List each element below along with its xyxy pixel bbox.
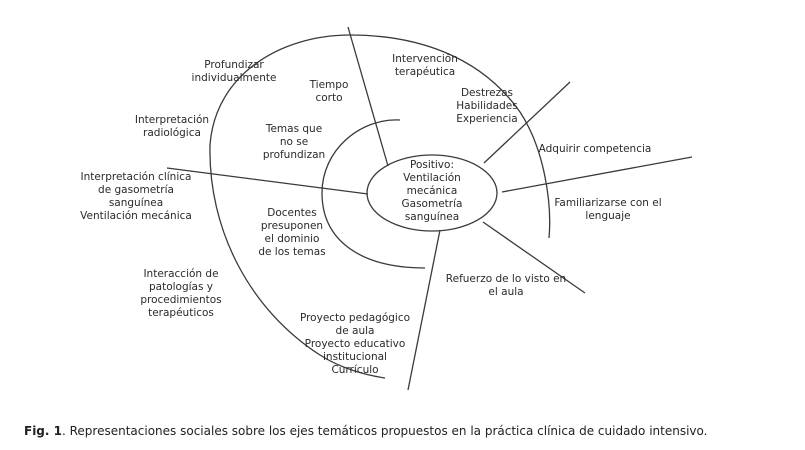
label-adquirir [530,143,660,156]
label-line: Interpretación clínica [80,171,192,183]
label-line: terapéuticos [148,307,214,319]
label-destrezas [444,87,530,126]
label-line: Proyecto educativo [304,338,406,350]
label-docentes [246,207,338,259]
label-interpretacion-gasometria [66,171,206,223]
label-line: sanguínea [108,197,164,209]
label-line: presuponen [260,220,324,232]
label-line: el aula [488,286,524,298]
label-line: Proyecto pedagógico [299,312,411,324]
label-line: terapéutica [394,66,456,78]
label-line: profundizan [262,149,326,161]
label-line: lenguaje [585,210,631,222]
label-line: no se [279,136,309,148]
label-line: Interpretación [134,114,210,126]
label-line: el dominio [264,233,320,245]
line-right [502,157,692,192]
label-proyecto [294,312,416,377]
label-line: corto [315,92,343,104]
center-line: mecánica [406,185,458,197]
label-line: de gasometría [98,184,174,196]
center-line: Gasometría [401,198,463,210]
label-profundizar [184,59,284,85]
label-line: radiológica [143,127,201,139]
label-line: patologías y [148,281,214,293]
label-tiempo [299,79,359,105]
label-line: de los temas [258,246,326,258]
label-line: Tiempo [309,79,349,91]
center-label-positivo [386,159,478,224]
figure-number: Fig. 1 [24,424,62,438]
center-line: Positivo: [410,159,454,171]
label-line: Adquirir competencia [538,143,652,155]
label-line: de aula [335,325,375,337]
label-intervencion [380,53,470,79]
label-line: procedimientos [140,294,222,306]
label-line: Interacción de [143,268,219,280]
label-line: Familiarizarse con el [554,197,662,209]
center-line: Ventilación [403,172,461,184]
label-line: institucional [323,351,387,363]
center-line: sanguínea [404,211,460,223]
figure-caption [24,424,707,438]
label-line: Temas que [265,123,323,135]
label-line: Intervención [392,53,458,65]
label-line: Habilidades [456,100,518,112]
label-interaccion [126,268,236,320]
label-line: Ventilación mecánica [80,210,192,222]
label-interpretacion-radiologica [124,114,220,140]
label-line: Refuerzo de lo visto en [445,273,567,285]
label-line: Currículo [331,364,379,376]
label-temas [252,123,336,162]
label-familiarizarse [543,197,673,223]
label-line: Experiencia [456,113,518,125]
label-line: individualmente [191,72,277,84]
label-line: Profundizar [204,59,264,71]
label-refuerzo [436,273,576,299]
caption-text: . Representaciones sociales sobre los ejes temáticos propuestos en la práctica clínica de cuidado intensivo. [62,424,708,438]
label-line: Destrezas [460,87,514,99]
label-line: Docentes [267,207,317,219]
